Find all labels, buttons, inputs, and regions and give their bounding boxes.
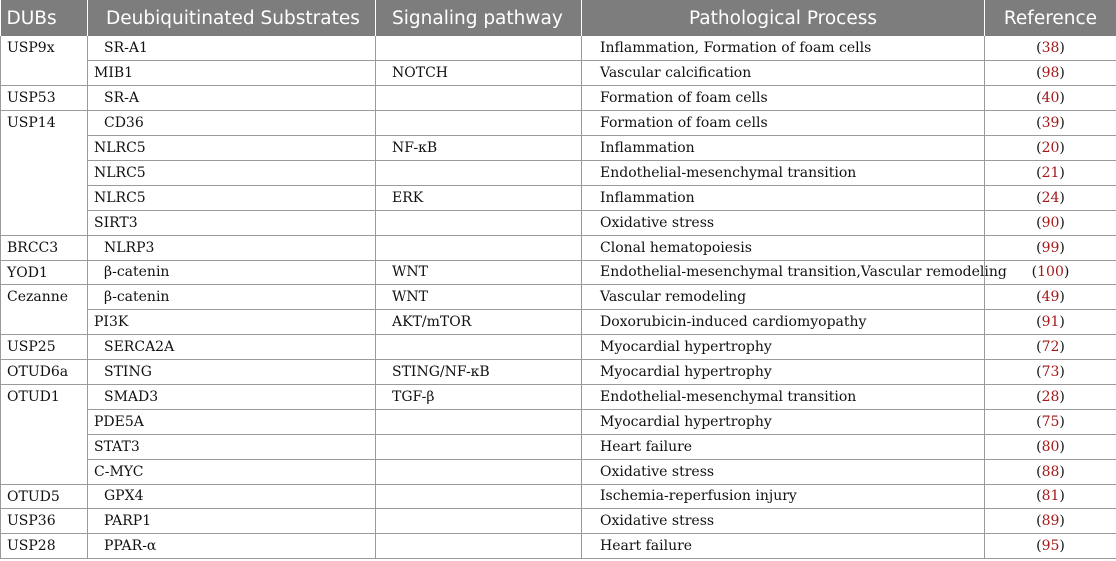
close-paren: ) (1059, 115, 1065, 132)
pathway-cell (376, 484, 582, 509)
pathway-cell (376, 111, 582, 136)
close-paren: ) (1059, 314, 1065, 331)
pathway-cell (376, 235, 582, 260)
substrate-cell: PDE5A (88, 409, 376, 434)
dub-cell: OTUD1 (1, 384, 88, 484)
table-row (1, 185, 1116, 210)
reference-cell (985, 285, 1116, 310)
close-paren: ) (1059, 438, 1065, 455)
table-row (1, 310, 1116, 335)
table-row (1, 384, 1116, 409)
reference-link[interactable]: 73 (1041, 364, 1060, 381)
close-paren: ) (1063, 264, 1070, 281)
table-row (1, 36, 1116, 61)
header-substrates: Deubiquitinated Substrates (88, 0, 376, 36)
reference-cell (985, 484, 1116, 509)
reference-link[interactable]: 24 (1041, 189, 1060, 206)
reference-link[interactable]: 100 (1037, 264, 1064, 281)
close-paren: ) (1059, 164, 1065, 181)
pathway-cell (376, 210, 582, 235)
reference-cell (985, 61, 1116, 86)
substrate-cell: GPX4 (88, 484, 376, 509)
reference-cell (985, 235, 1116, 260)
open-paren: ( (1036, 339, 1042, 356)
close-paren: ) (1059, 463, 1065, 480)
reference-cell (985, 459, 1116, 484)
substrate-cell: PARP1 (88, 509, 376, 534)
process-cell: Myocardial hypertrophy (582, 335, 985, 360)
open-paren: ( (1036, 65, 1042, 82)
table-row (1, 235, 1116, 260)
open-paren: ( (1036, 164, 1042, 181)
reference-cell (985, 409, 1116, 434)
substrate-cell: PPAR-α (88, 534, 376, 559)
pathway-cell (376, 509, 582, 534)
reference-link[interactable]: 89 (1041, 513, 1060, 530)
reference-link[interactable]: 28 (1041, 388, 1060, 405)
dub-cell: Cezanne (1, 285, 88, 335)
table-row (1, 459, 1116, 484)
substrate-cell: SR-A1 (88, 36, 376, 61)
close-paren: ) (1059, 364, 1065, 381)
process-cell: Endothelial-mesenchymal transition (582, 160, 985, 185)
reference-cell (985, 86, 1116, 111)
table-row (1, 260, 1116, 285)
reference-cell (985, 111, 1116, 136)
process-cell: Heart failure (582, 434, 985, 459)
close-paren: ) (1059, 488, 1065, 505)
close-paren: ) (1059, 513, 1065, 530)
reference-cell (985, 310, 1116, 335)
table-row (1, 61, 1116, 86)
table-row (1, 285, 1116, 310)
open-paren: ( (1036, 463, 1042, 480)
close-paren: ) (1059, 538, 1065, 555)
process-cell: Inflammation (582, 185, 985, 210)
dub-cell: USP25 (1, 335, 88, 360)
process-cell: Ischemia-reperfusion injury (582, 484, 985, 509)
process-cell: Doxorubicin-induced cardiomyopathy (582, 310, 985, 335)
reference-cell (985, 384, 1116, 409)
substrate-cell: MIB1 (88, 61, 376, 86)
open-paren: ( (1036, 239, 1042, 256)
substrate-cell: NLRC5 (88, 136, 376, 161)
open-paren: ( (1036, 289, 1042, 306)
substrate-cell: β-catenin (88, 285, 376, 310)
table-row (1, 434, 1116, 459)
substrate-cell: NLRC5 (88, 185, 376, 210)
open-paren: ( (1031, 264, 1038, 281)
table-row (1, 484, 1116, 509)
reference-link[interactable]: 80 (1041, 438, 1060, 455)
process-cell: Endothelial-mesenchymal transition (582, 384, 985, 409)
reference-cell (985, 360, 1116, 385)
reference-link[interactable]: 81 (1041, 488, 1060, 505)
substrate-cell: SERCA2A (88, 335, 376, 360)
header-reference: Reference (985, 0, 1116, 36)
process-cell: Inflammation, Formation of foam cells (582, 36, 985, 61)
process-cell: Clonal hematopoiesis (582, 235, 985, 260)
close-paren: ) (1059, 90, 1065, 107)
open-paren: ( (1036, 488, 1042, 505)
dub-cell: USP36 (1, 509, 88, 534)
close-paren: ) (1059, 189, 1065, 206)
process-cell: Myocardial hypertrophy (582, 409, 985, 434)
pathway-cell (376, 160, 582, 185)
header-process: Pathological Process (582, 0, 985, 36)
reference-link[interactable]: 95 (1041, 538, 1060, 555)
reference-link[interactable]: 38 (1041, 40, 1060, 57)
process-cell: Vascular remodeling (582, 285, 985, 310)
dub-cell: USP28 (1, 534, 88, 559)
close-paren: ) (1059, 388, 1065, 405)
reference-cell (985, 434, 1116, 459)
reference-cell (985, 136, 1116, 161)
process-cell: Oxidative stress (582, 210, 985, 235)
reference-cell (985, 534, 1116, 559)
reference-link[interactable]: 49 (1041, 289, 1060, 306)
process-cell: Oxidative stress (582, 459, 985, 484)
reference-cell (985, 160, 1116, 185)
dub-cell: OTUD5 (1, 484, 88, 509)
reference-link[interactable]: 91 (1041, 314, 1060, 331)
table-row (1, 534, 1116, 559)
open-paren: ( (1036, 115, 1042, 132)
process-cell: Formation of foam cells (582, 111, 985, 136)
substrate-cell: SR-A (88, 86, 376, 111)
dub-cell: USP53 (1, 86, 88, 111)
dub-cell: USP14 (1, 111, 88, 235)
pathway-cell: WNT (376, 285, 582, 310)
close-paren: ) (1059, 339, 1065, 356)
reference-cell (985, 509, 1116, 534)
substrate-cell: STING (88, 360, 376, 385)
dub-cell: OTUD6a (1, 360, 88, 385)
reference-link[interactable]: 75 (1041, 413, 1060, 430)
substrate-cell: NLRP3 (88, 235, 376, 260)
close-paren: ) (1059, 65, 1065, 82)
table-row (1, 509, 1116, 534)
open-paren: ( (1036, 388, 1042, 405)
close-paren: ) (1059, 413, 1065, 430)
reference-link[interactable]: 88 (1041, 463, 1060, 480)
close-paren: ) (1059, 214, 1065, 231)
reference-cell (985, 210, 1116, 235)
open-paren: ( (1036, 413, 1042, 430)
reference-link[interactable]: 20 (1041, 140, 1060, 156)
pathway-cell: NOTCH (376, 61, 582, 86)
pathway-cell (376, 534, 582, 559)
open-paren: ( (1036, 140, 1042, 156)
process-cell: Formation of foam cells (582, 86, 985, 111)
process-cell: Inflammation (582, 136, 985, 161)
table-row (1, 160, 1116, 185)
process-cell: Heart failure (582, 534, 985, 559)
table-row (1, 335, 1116, 360)
reference-cell (985, 36, 1116, 61)
open-paren: ( (1036, 214, 1042, 231)
reference-cell (985, 185, 1116, 210)
pathway-cell (376, 86, 582, 111)
open-paren: ( (1036, 538, 1042, 555)
pathway-cell (376, 434, 582, 459)
reference-link[interactable]: 99 (1041, 239, 1060, 256)
pathway-cell: NF-κB (376, 136, 582, 161)
table-row (1, 86, 1116, 111)
close-paren: ) (1059, 289, 1065, 306)
reference-cell (985, 335, 1116, 360)
substrate-cell: SIRT3 (88, 210, 376, 235)
header-dubs: DUBs (1, 0, 88, 36)
header-row (1, 0, 1116, 36)
substrate-cell: β-catenin (88, 260, 376, 285)
table-row (1, 210, 1116, 235)
reference-link[interactable]: 98 (1041, 65, 1060, 82)
pathway-cell: STING/NF-κB (376, 360, 582, 385)
open-paren: ( (1036, 189, 1042, 206)
close-paren: ) (1059, 140, 1065, 156)
substrate-cell: SMAD3 (88, 384, 376, 409)
dub-cell: USP9x (1, 36, 88, 86)
reference-link[interactable]: 72 (1041, 339, 1060, 356)
substrate-cell: NLRC5 (88, 160, 376, 185)
close-paren: ) (1059, 40, 1065, 57)
table-row (1, 409, 1116, 434)
close-paren: ) (1059, 239, 1065, 256)
reference-link[interactable]: 39 (1041, 115, 1060, 132)
pathway-cell: TGF-β (376, 384, 582, 409)
open-paren: ( (1036, 438, 1042, 455)
open-paren: ( (1036, 513, 1042, 530)
reference-link[interactable]: 90 (1041, 214, 1060, 231)
pathway-cell (376, 459, 582, 484)
dub-cell: BRCC3 (1, 235, 88, 260)
process-cell: Vascular calcification (582, 61, 985, 86)
table-row (1, 111, 1116, 136)
open-paren: ( (1036, 364, 1042, 381)
pathway-cell (376, 409, 582, 434)
open-paren: ( (1036, 90, 1042, 107)
table-row (1, 360, 1116, 385)
open-paren: ( (1036, 40, 1042, 57)
substrate-cell: CD36 (88, 111, 376, 136)
process-cell: Myocardial hypertrophy (582, 360, 985, 385)
reference-link[interactable]: 21 (1041, 164, 1060, 181)
substrate-cell: C-MYC (88, 459, 376, 484)
pathway-cell: AKT/mTOR (376, 310, 582, 335)
header-pathway: Signaling pathway (376, 0, 582, 36)
dub-cell: YOD1 (1, 260, 88, 285)
pathway-cell: ERK (376, 185, 582, 210)
process-cell: Oxidative stress (582, 509, 985, 534)
table-body (1, 36, 1116, 559)
process-cell: Endothelial-mesenchymal transition,Vascular remodeling (582, 260, 985, 285)
substrate-cell: STAT3 (88, 434, 376, 459)
pathway-cell (376, 335, 582, 360)
substrate-cell: PI3K (88, 310, 376, 335)
open-paren: ( (1036, 314, 1042, 331)
pathway-cell: WNT (376, 260, 582, 285)
pathway-cell (376, 36, 582, 61)
table-row (1, 136, 1116, 161)
reference-link[interactable]: 40 (1041, 90, 1060, 107)
